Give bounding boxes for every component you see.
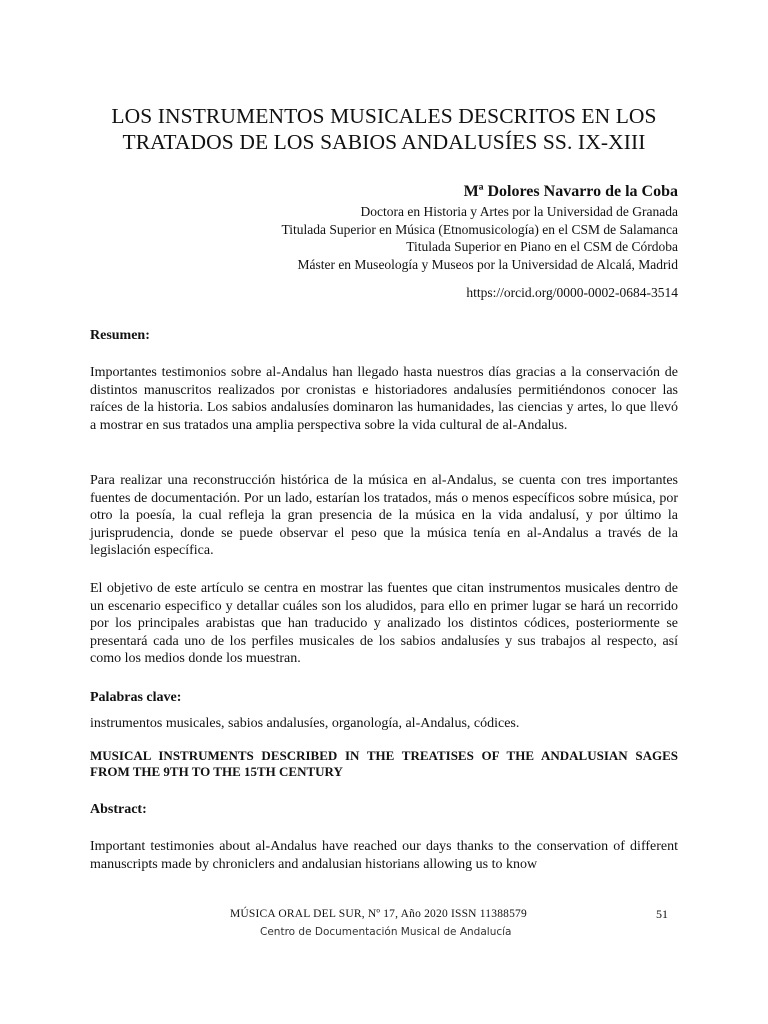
author-affiliation: Titulada Superior en Piano en el CSM de Córdoba — [406, 239, 678, 254]
abstract-text: Important testimonies about al-Andalus have reached our days thanks to the conservation of different manuscripts made by chroniclers and andalusian historians allowing us to know — [90, 839, 678, 872]
keywords-heading: Palabras clave: — [90, 690, 182, 705]
author-affiliation: Máster en Museología y Museos por la Universidad de Alcalá, Madrid — [297, 256, 678, 272]
page-footer — [90, 907, 678, 947]
resumen-paragraph-1: Importantes testimonios sobre al-Andalus han llegado hasta nuestros días gracias a la conservación de distintos manuscritos realizados por cronistas e historiadores andalusíes permitiéndonos conocer las raíces de la historia. Los sabios andalusíes dominaron las humanidades, las ciencias y artes, lo que llevó a mostrar en sus tratados una amplia perspectiva sobre la vida cultural de al-Andalus. — [90, 365, 678, 433]
author-block — [90, 182, 678, 273]
resumen-heading: Resumen: — [90, 328, 150, 343]
resumen-paragraph-3: El objetivo de este artículo se centra en mostrar las fuentes que citan instrumentos musicales dentro de un escenario especifico y detallar cuáles son los aludidos, para ello en primer lugar se hará un recorrido por los principales arabistas que han traducido y analizado los distintos códices, posteriormente se presentará cada uno de los perfiles musicales de los sabios andalusíes y sus trabajos al respecto, así como los medios donde los muestran. — [90, 581, 678, 666]
author-name: Mª Dolores Navarro de la Coba — [463, 183, 678, 200]
footer-journal-info: MÚSICA ORAL DEL SUR, Nº 17, Año 2020 ISSN 11388579 — [230, 908, 527, 920]
footer-center-name: Centro de Documentación Musical de Andalucía — [260, 926, 512, 938]
resumen-paragraph-2: Para realizar una reconstrucción histórica de la música en al-Andalus, se cuenta con tres importantes fuentes de documentación. Por un lado, estarían los tratados, más o menos específicos sobre música, por otro la poesía, la cual refleja la gran presencia de la música en la vida andalusí, y por último la jurisprudencia, donde se puede observar el peso que la música tenía en al-Andalus a través de la legislación específica. — [90, 473, 678, 558]
article-title-line-1: LOS INSTRUMENTOS MUSICALES DESCRITOS EN LOS — [111, 104, 657, 128]
article-title-line-2: TRATADOS DE LOS SABIOS ANDALUSÍES SS. IX-XIII — [122, 130, 646, 154]
page-number: 51 — [656, 907, 668, 921]
orcid-link[interactable]: https://orcid.org/0000-0002-0684-3514 — [466, 285, 678, 300]
abstract-heading: Abstract: — [90, 802, 147, 817]
article-title — [90, 103, 678, 155]
author-affiliation: Titulada Superior en Música (Etnomusicología) en el CSM de Salamanca — [281, 221, 678, 237]
keywords-text: instrumentos musicales, sabios andalusíes, organología, al-Andalus, códices. — [90, 716, 520, 731]
author-affiliation: Doctora en Historia y Artes por la Universidad de Granada — [360, 204, 678, 219]
english-title: MUSICAL INSTRUMENTS DESCRIBED IN THE TREATISES OF THE ANDALUSIAN SAGES FROM THE 9TH TO THE 15TH CENTURY — [90, 748, 678, 779]
